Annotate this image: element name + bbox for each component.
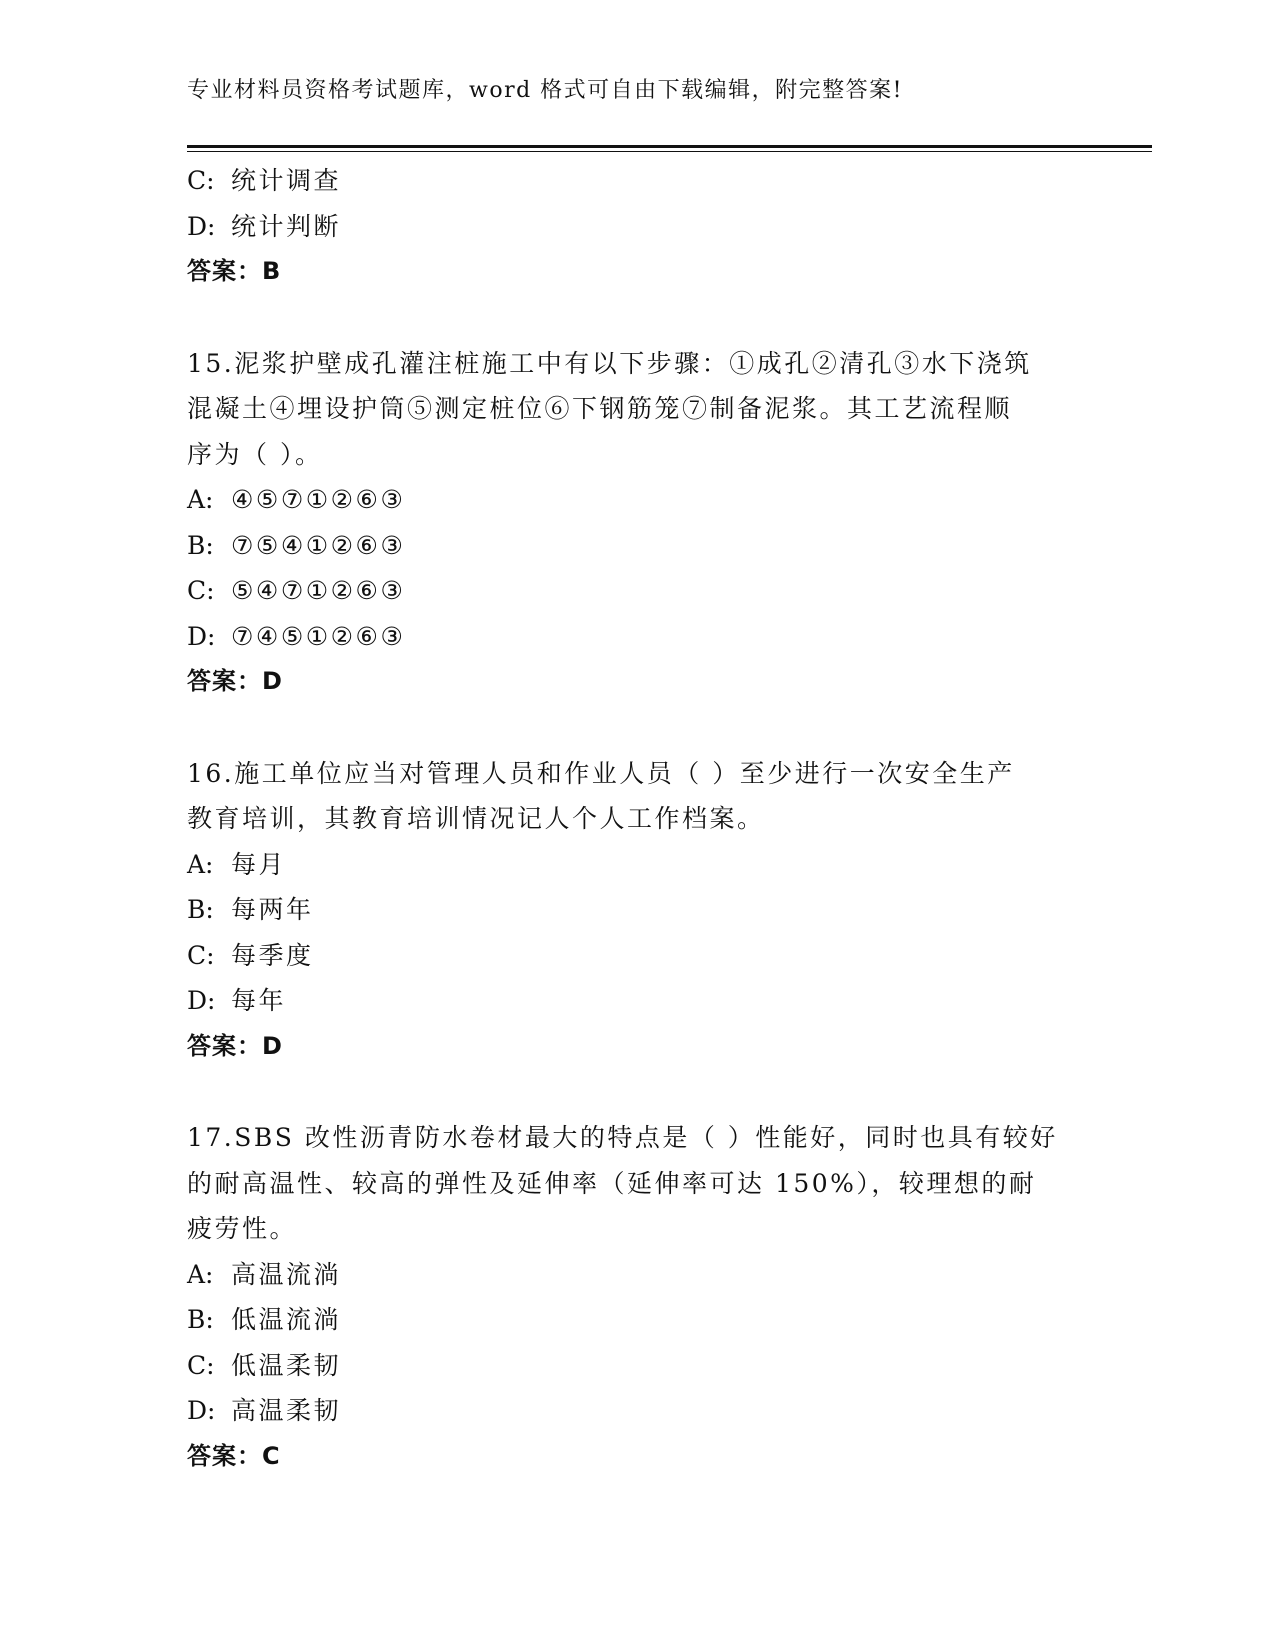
option-d [187,204,1087,250]
question-stem-line: 疲劳性。 [187,1214,298,1243]
option-key: C: [187,576,215,605]
page-header: 专业材料员资格考试题库，word 格式可自由下载编辑，附完整答案! [187,78,904,103]
question-stem-line: 15.泥浆护壁成孔灌注桩施工中有以下步骤：①成孔②清孔③水下浇筑 [187,348,1032,378]
option-b [187,523,1087,569]
question-16 [187,751,1087,1070]
option-key: A: [187,485,214,514]
question-stem-line: 混凝土④埋设护筒⑤测定桩位⑥下钢筋笼⑦制备泥浆。其工艺流程顺 [187,394,1013,423]
option-key: D: [187,211,216,241]
option-key: B: [187,530,214,560]
option-key: C: [187,166,215,195]
answer-line: 答案：C [187,1441,281,1470]
option-key: A: [187,849,214,879]
header-rule-thick [187,145,1152,148]
question-stem-line: 17.SBS 改性沥青防水卷材最大的特点是（ ）性能好，同时也具有较好 [187,1123,1058,1152]
option-text: ⑦④⑤①②⑥③ [231,621,406,651]
option-text: ⑦⑤④①②⑥③ [231,530,406,560]
option-key: D: [187,1396,216,1425]
option-text: 统计调查 [231,166,342,195]
option-key: B: [187,1305,214,1334]
question-stem-line: 教育培训，其教育培训情况记人个人工作档案。 [187,804,765,833]
option-d [187,1388,1087,1434]
option-text: ⑤④⑦①②⑥③ [231,576,406,605]
option-text: 统计判断 [231,211,342,241]
option-text: 每两年 [231,895,314,924]
question-stem-line: 序为（ ）。 [187,439,323,469]
option-c [187,1343,1087,1389]
question-17 [187,1115,1087,1479]
option-text: 每季度 [231,940,314,970]
question-15 [187,341,1087,705]
option-text: 低温流淌 [231,1305,342,1334]
option-d [187,978,1087,1024]
option-key: C: [187,1350,215,1380]
option-text: 每月 [231,849,287,879]
question-stem-line: 的耐高温性、较高的弹性及延伸率（延伸率可达 150%），较理想的耐 [187,1168,1037,1198]
option-c [187,158,1087,204]
option-key: D: [187,621,216,651]
option-a [187,477,1087,523]
option-text: 每年 [231,986,287,1015]
option-a [187,842,1087,888]
option-text: 低温柔韧 [231,1350,342,1380]
option-a [187,1252,1087,1298]
option-key: C: [187,940,215,970]
answer-line: 答案：D [187,1031,283,1060]
option-c [187,933,1087,979]
question-stem-line: 16.施工单位应当对管理人员和作业人员（ ）至少进行一次安全生产 [187,758,1015,788]
option-b [187,887,1087,933]
option-b [187,1297,1087,1343]
option-c [187,568,1087,614]
option-key: B: [187,895,214,924]
document-body [187,158,1087,1479]
header-rule-thin [187,151,1152,152]
option-text: 高温柔韧 [231,1396,342,1425]
option-key: A: [187,1259,214,1289]
option-text: 高温流淌 [231,1259,342,1289]
option-text: ④⑤⑦①②⑥③ [231,485,406,514]
answer-line: 答案：D [187,667,283,695]
answer-line: 答案：B [187,257,282,285]
option-d [187,614,1087,660]
option-key: D: [187,986,216,1015]
